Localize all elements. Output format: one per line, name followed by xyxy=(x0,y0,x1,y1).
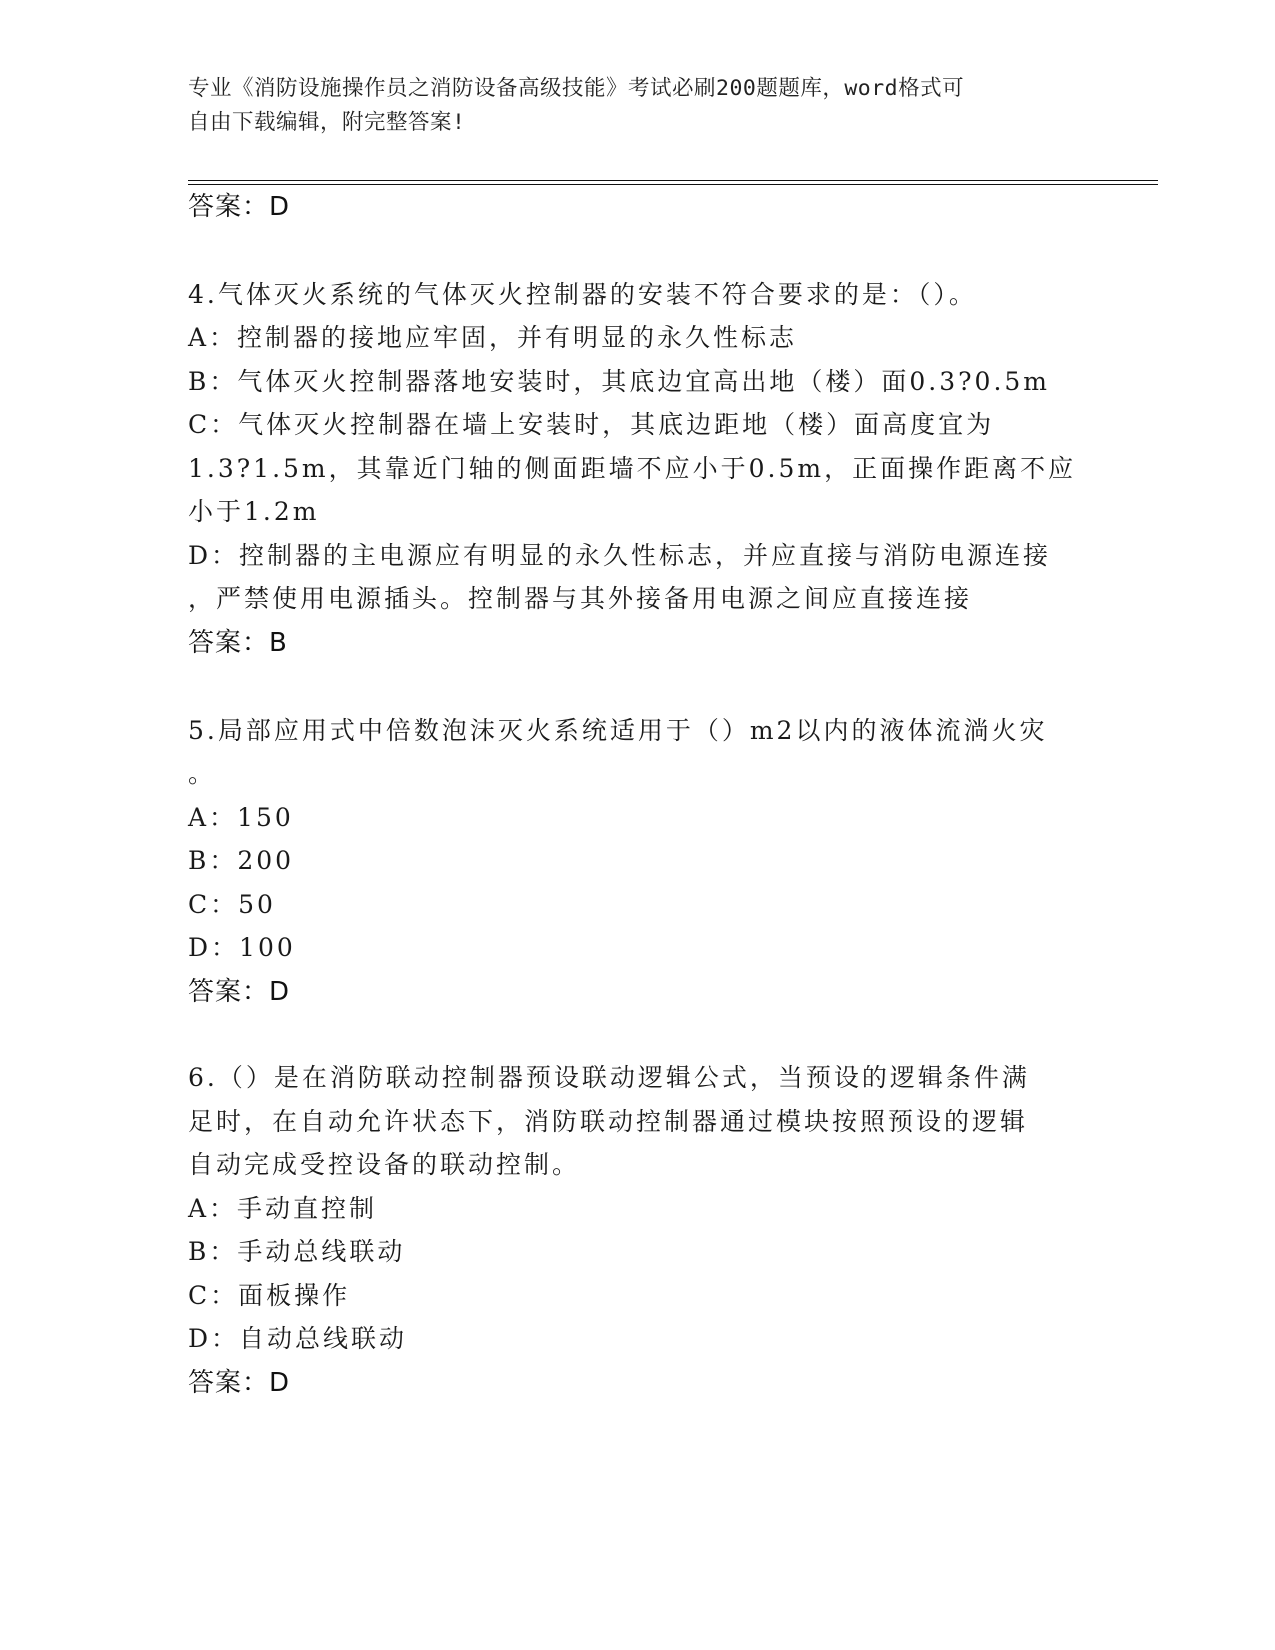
document-header xyxy=(188,72,1068,140)
question-4-option-c-line2: 1.3?1.5m，其靠近门轴的侧面距墙不应小于0.5m，正面操作距离不应 xyxy=(188,454,1077,483)
question-5-answer: 答案：D xyxy=(188,977,291,1007)
question-6-stem-line1: 6.（）是在消防联动控制器预设联动逻辑公式，当预设的逻辑条件满 xyxy=(188,1063,1030,1092)
question-6-answer: 答案：D xyxy=(188,1368,291,1398)
question-6-option-c: C：面板操作 xyxy=(188,1281,351,1310)
question-4-stem: 4.气体灭火系统的气体灭火控制器的安装不符合要求的是：（）。 xyxy=(188,280,977,309)
question-4-option-c-line3: 小于1.2m xyxy=(188,497,320,526)
question-4-option-c-line1: C：气体灭火控制器在墙上安装时，其底边距地（楼）面高度宜为 xyxy=(188,410,995,439)
question-5-stem-line1: 5.局部应用式中倍数泡沫灭火系统适用于（）m2以内的液体流淌火灾 xyxy=(188,716,1048,745)
question-4-answer: 答案：B xyxy=(188,628,288,658)
question-4-option-d-line1: D：控制器的主电源应有明显的永久性标志，并应直接与消防电源连接 xyxy=(188,541,1052,570)
header-line-1: 专业《消防设施操作员之消防设备高级技能》考试必刷200题题库，word格式可 xyxy=(188,76,965,101)
question-5-option-c: C：50 xyxy=(188,890,276,919)
question-6-option-d: D：自动总线联动 xyxy=(188,1324,408,1353)
question-5-stem-line2: 。 xyxy=(188,759,217,788)
question-4-option-d-line2: ，严禁使用电源插头。控制器与其外接备用电源之间应直接连接 xyxy=(188,584,973,613)
header-divider-top xyxy=(188,180,1158,181)
question-6-stem-line2: 足时，在自动允许状态下，消防联动控制器通过模块按照预设的逻辑 xyxy=(188,1107,1029,1136)
header-divider-bottom xyxy=(188,184,1158,185)
header-line-2: 自由下载编辑，附完整答案! xyxy=(188,110,466,135)
question-6-option-a: A：手动直控制 xyxy=(188,1194,378,1223)
question-4-option-b: B：气体灭火控制器落地安装时，其底边宜高出地（楼）面0.3?0.5m xyxy=(188,367,1050,396)
question-6-stem-line3: 自动完成受控设备的联动控制。 xyxy=(188,1150,581,1179)
question-6-option-b: B：手动总线联动 xyxy=(188,1237,406,1266)
question-5-option-d: D：100 xyxy=(188,933,296,962)
question-4-option-a: A：控制器的接地应牢固，并有明显的永久性标志 xyxy=(188,323,798,352)
question-5-option-a: A：150 xyxy=(188,803,294,832)
question-5-option-b: B：200 xyxy=(188,846,295,875)
previous-answer: 答案：D xyxy=(188,192,291,222)
